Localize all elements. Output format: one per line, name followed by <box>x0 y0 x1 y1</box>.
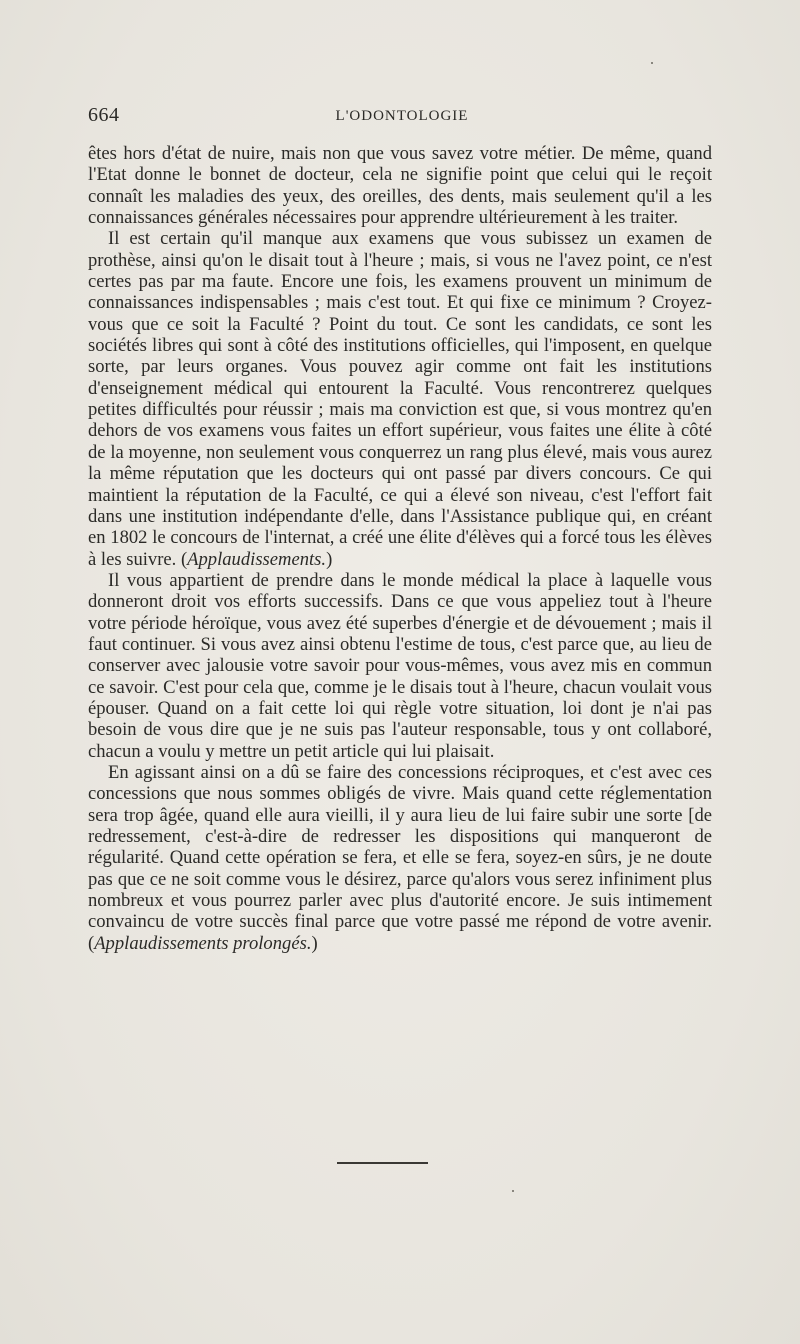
applause-note: Applaudissements. <box>187 548 327 570</box>
paper-speck <box>651 62 653 64</box>
applause-note: Applaudissements prolongés. <box>94 932 312 954</box>
page-number: 664 <box>88 104 120 126</box>
paragraph <box>88 570 712 762</box>
paragraph-text: En agissant ainsi on a dû se faire des concessions réciproques, et c'est avec ces concessions que nous sommes obligés de vivre. Mais quand cette réglementation sera trop âgée, quand elle aura vieilli, il y aura lieu de lui faire subir une sorte [de redressement, c'est-à-dire de redresser les dispositions qui manqueront de régularité. Quand cette opération se fera, et elle se fera, soyez-en sûrs, je ne doute pas que ce ne soit comme vous le désirez, parce qu'alors vous serez infiniment plus nombreux et vous pourrez parler avec plus d'autorité encore. Je suis intimement convaincu de votre succès final parce que votre passé me répond de votre avenir. ( <box>88 761 712 954</box>
paragraph <box>88 143 712 228</box>
paragraph-text-end: ) <box>326 548 333 570</box>
paper-speck <box>512 1190 514 1192</box>
paragraph-text-end: ) <box>311 932 318 954</box>
running-title: L'ODONTOLOGIE <box>335 108 469 124</box>
paragraph <box>88 762 712 954</box>
body-text <box>88 143 712 954</box>
paragraph-text: Il vous appartient de prendre dans le monde médical la place à laquelle vous donneront droit vos efforts successifs. Dans ce que vous appeliez tout à l'heure votre période héroïque, vous avez été superbes d'énergie et de dévouement ; mais il faut continuer. Si vous avez ainsi obtenu l'estime de tous, c'est parce que, au lieu de conserver avec jalousie votre savoir pour vous-mêmes, vous avez mis en commun ce savoir. C'est pour cela que, comme je le disais tout à l'heure, chacun voulait vous épouser. Quand on a fait cette loi qui règle votre situation, loi dont je n'ai pas besoin de vous dire que je ne suis pas l'auteur responsable, tous y ont collaboré, chacun a voulu y mettre un petit article qui lui plaisait. <box>88 569 712 762</box>
paragraph-text: Il est certain qu'il manque aux examens que vous subissez un examen de prothèse, ainsi qu'on le disait tout à l'heure ; mais, si vous ne l'avez point, ce n'est certes pas par ma faute. Encore une fois, les examens prouvent un minimum de connaissances indispensables ; mais c'est tout. Et qui fixe ce minimum ? Croyez-vous que ce soit la Faculté ? Point du tout. Ce sont les candidats, ce sont les sociétés libres qui sont à côté des institutions officielles, qui l'imposent, en quelque sorte, par leurs organes. Vous pouvez agir comme ont fait les institutions d'enseignement médical qui entourent la Faculté. Vous rencontrerez quelques petites difficultés pour réussir ; mais ma conviction est que, si vous montrez qu'en dehors de vos examens vous faites un effort supérieur, vous faites une élite à côté de la moyenne, non seulement vous conquerrez un rang plus élevé, mais vous aurez la même réputation que les docteurs qui ont passé par divers concours. Ce qui maintient la réputation de la Faculté, ce qui a élevé son niveau, c'est l'effort fait dans une institution indépendante d'elle, dans l'Assistance publique qui, en créant en 1802 le concours de l'internat, a créé une élite d'élèves qui a forcé tous les élèves à les suivre. ( <box>88 228 712 570</box>
page-header <box>88 104 716 128</box>
paragraph-text: êtes hors d'état de nuire, mais non que vous savez votre métier. De même, quand l'Etat donne le bonnet de docteur, cela ne signifie point que celui qui le reçoit connaît les maladies des yeux, des oreilles, des dents, mais seulement qu'il a les connaissances générales nécessaires pour apprendre ultérieurement à les traiter. <box>88 143 712 229</box>
section-separator-rule <box>337 1162 428 1164</box>
paragraph <box>88 228 712 570</box>
